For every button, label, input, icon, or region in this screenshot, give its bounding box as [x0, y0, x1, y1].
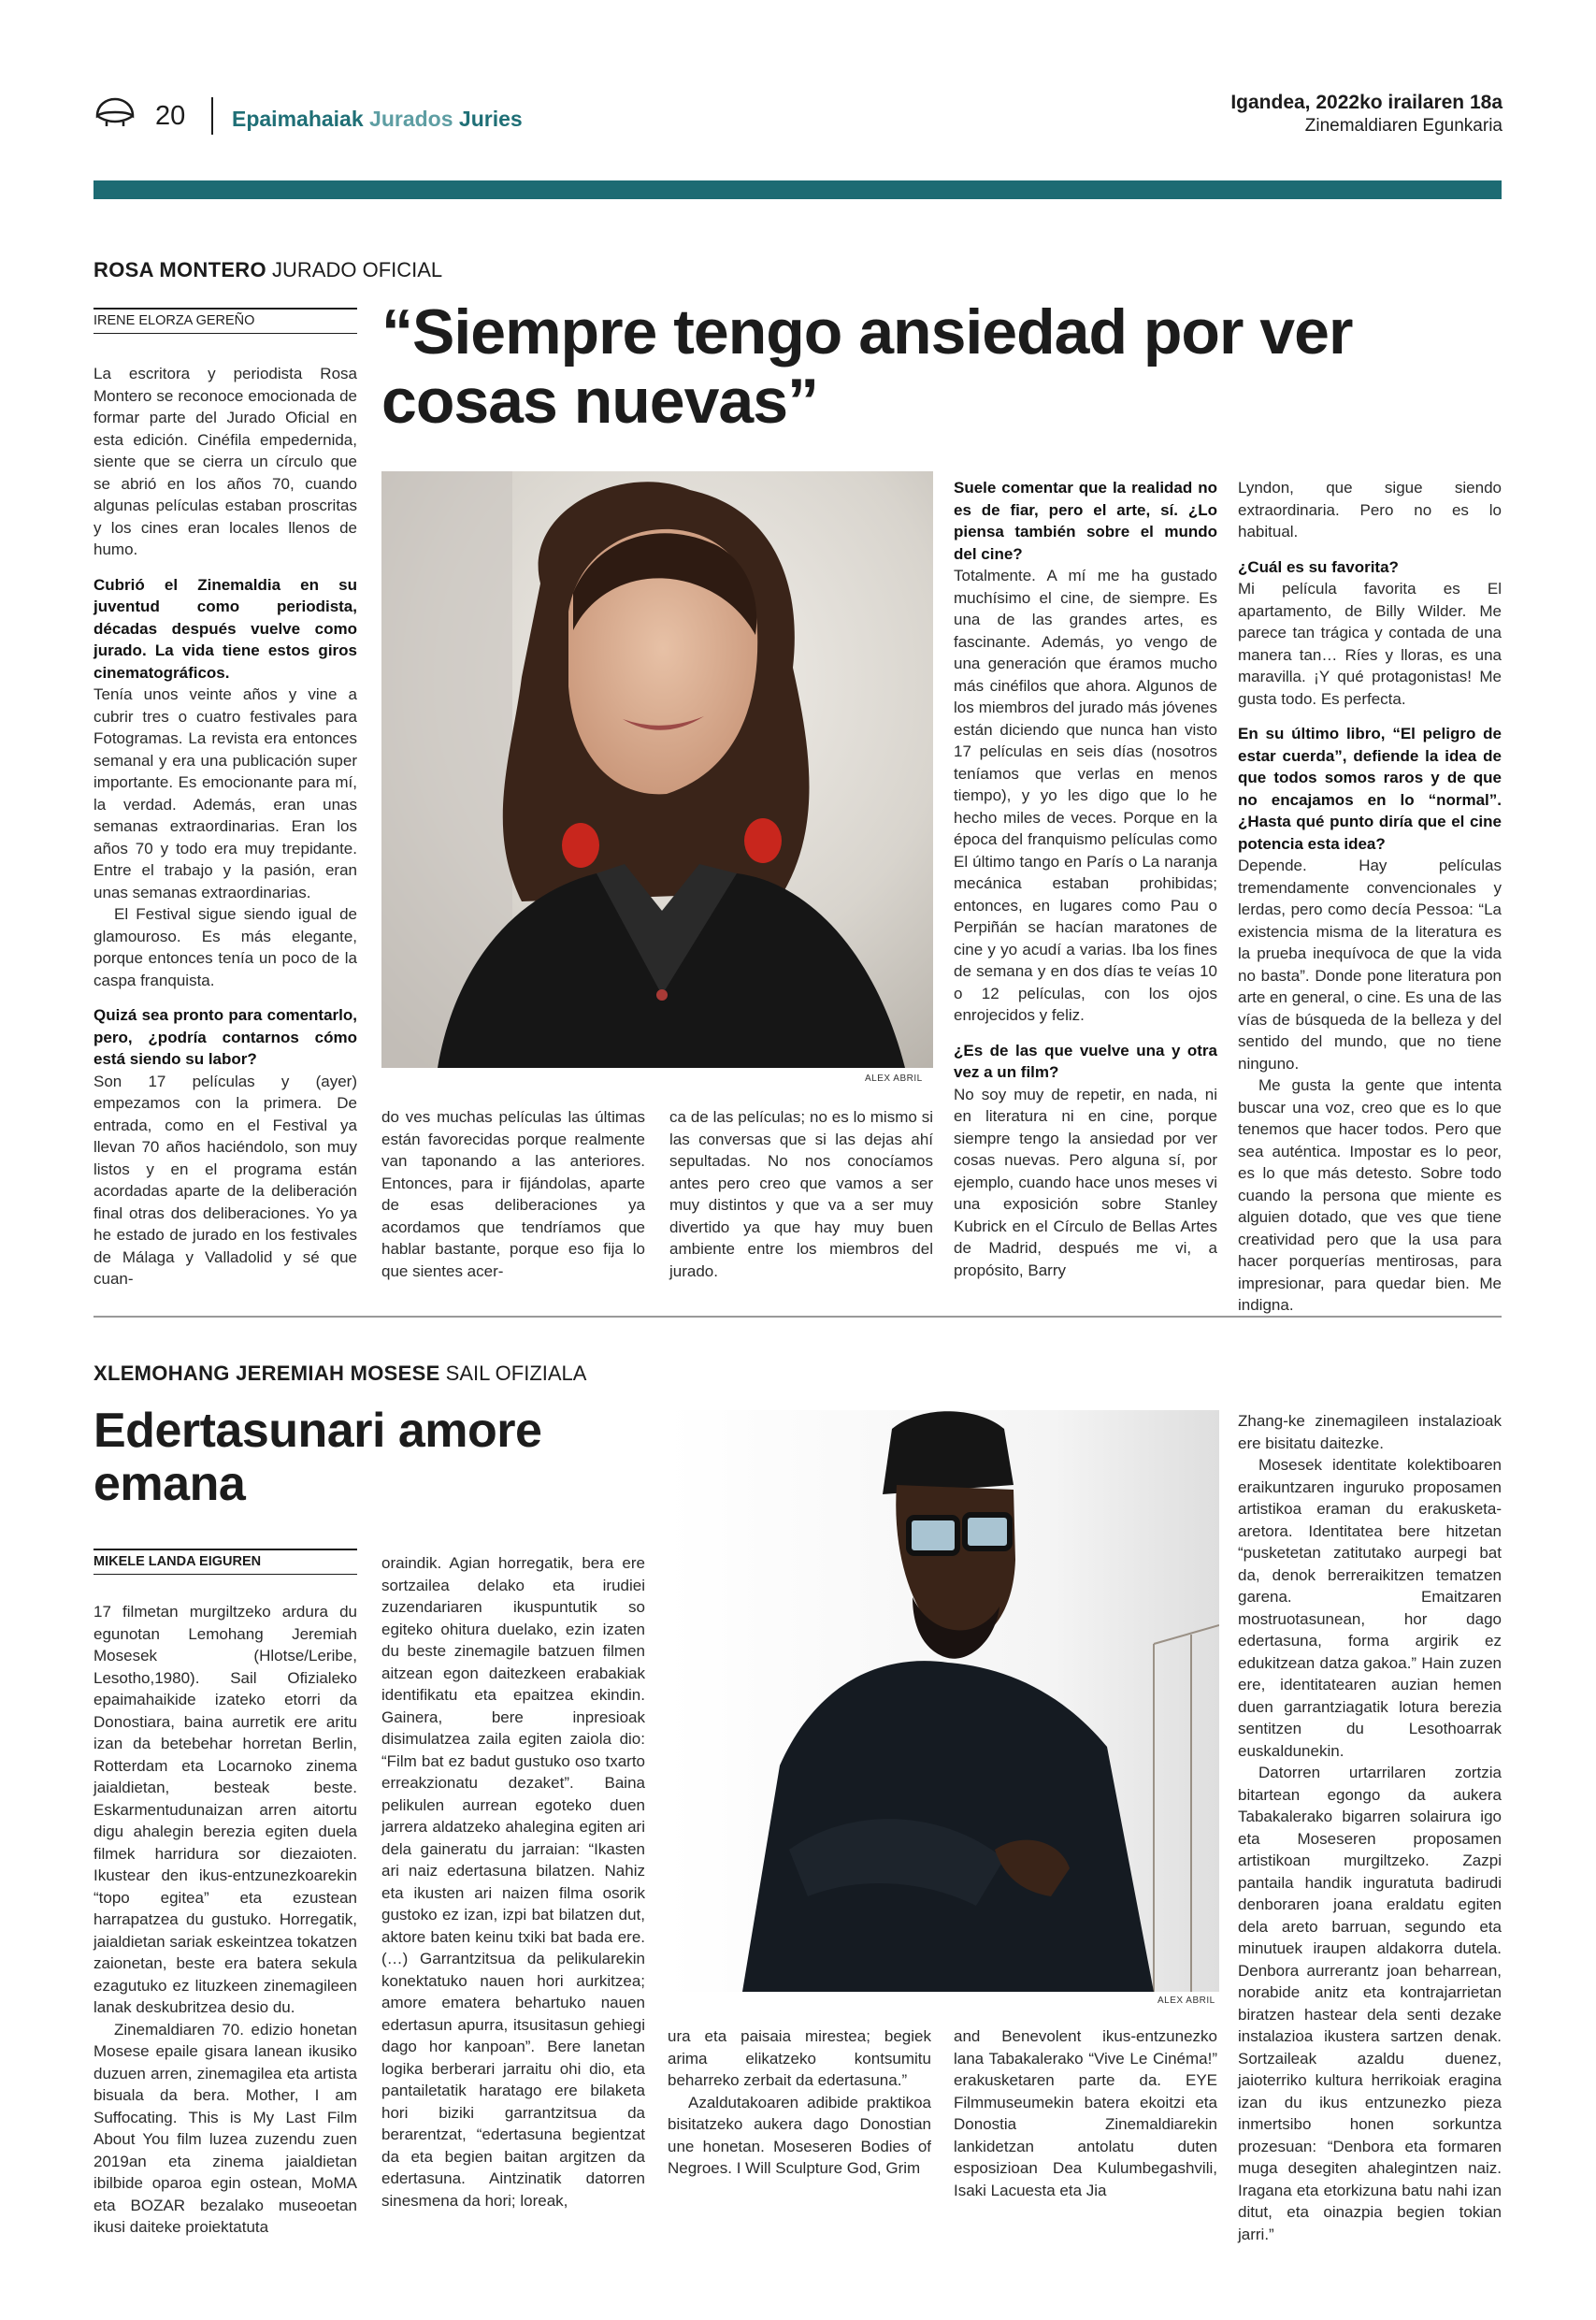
article-divider: [93, 1316, 1502, 1318]
article1-byline: IRENE ELORZA GEREÑO: [93, 308, 357, 334]
body-paragraph: do ves muchas películas las últimas están favorecidas porque realmente van taponando a las anteriores. Entonces, para ir fijándolas, aparte de esas deliberaciones ya acordamos que tendríamos que hablar bastante, porque eso fija lo que sientes acer-: [381, 1108, 645, 1280]
body-paragraph: Mi película favorita es El apartamento, de Billy Wilder. Me parece tan trágica y contada de una manera tan… Ríes y lloras, es una maravilla. ¡Y qué protagonistas! Me gusta todo. Es perfecta.: [1238, 580, 1502, 708]
body-paragraph: Zinemaldiaren 70. edizio honetan Mosese epaile gisara lanean ikusiko duzuen arren, zinemagilea eta artista bisuala da bera. Mother, I am Suffocating. This is My Last Film About You film luzea zuzendu zuen 2019an eta zinema jaialdietan ibilbide oparoa egin ostean, MoMA eta BOZAR bezalako museoetan ikusi daiteke proiektatuta: [93, 2020, 357, 2236]
issue-date: Igandea, 2022ko irailaren 18a: [1230, 92, 1503, 113]
body-paragraph: Datorren urtarrilaren zortzia bitartean egongo da aukera Tabakalerako bigarren solairura igo eta Moseseren proposamen artistikoan murgiltzeko. Zazpi pantaila handik inguratuta badirudi denboraren joana eraldatu egiten dela areto barruan, segundo eta minutuek iraupen aldakorra dutela. Denbora aurrerantz joan beharrean, norabide anitz eta kontrajarrietan biratzen hastear dela senti dezake instalazioa ikustera sartzen denak. Sortzaileak azaldu duenez, jaioterriko kultura herrikoiak eragina izan du ikus entzunezko pieza inmertsibo honen sorkuntza prozesuan: “Denbora eta formaren muga desegiten ahalegintzen naiz. Iragana eta etorkizuna batu nahi izan ditut, eta oinazpia begien tokian jarri.”: [1238, 1764, 1502, 2243]
article2-photo-credit: ALEX ABRIL: [1157, 1996, 1215, 2006]
article2-headline: Edertasunari amore emana: [93, 1404, 542, 1511]
article2-kicker-name: XLEMOHANG JEREMIAH MOSESE: [93, 1362, 440, 1385]
section-title-eu: Epaimahaiak: [232, 107, 364, 131]
section-title: [232, 107, 523, 132]
body-paragraph: Me gusta la gente que intenta buscar una voz, creo que es lo que tenemos que hacer todos. Pero que sea auténtica. Impostar es lo peor, es lo que más detesto. Sobre todo cuando la persona que miente es alguien dotado, que ves que tiene creatividad pero que la usa para hacer porquerías mentirosas, para impresionar, para quedar bien. Me indigna.: [1238, 1076, 1502, 1314]
interview-question: En su último libro, “El peligro de estar cuerda”, defiende la idea de que todos somos raros y de que no encajamos en lo “normal”. ¿Hasta qué punto diría que el cine potencia esta idea?: [1238, 725, 1502, 853]
publication-name: Zinemaldiaren Egunkaria: [1304, 116, 1503, 136]
interview-question: ¿Es de las que vuelve una y otra vez a un film?: [954, 1041, 1217, 1081]
body-paragraph: La escritora y periodista Rosa Montero se reconoce emocionada de formar parte del Jurado Oficial en esta edición. Cinéfila empedernida, siente que se cierra un círculo que se abrió en los años 70, cuando algunas películas estaban proscritas y los cines eran locales llenos de humo.: [93, 365, 357, 558]
article2-column-3: [668, 2025, 931, 2180]
header-divider: [211, 97, 213, 135]
body-paragraph: Son 17 películas y (ayer) empezamos con la primera. De entrada, como en el Festival ya llevan 70 años haciéndolo, son muy listos y en el programa están acordadas aparte de la deliberación final otras dos deliberaciones. Yo ya he estado de jurado en los festivales de Málaga y Valladolid y sé que cuan-: [93, 1072, 357, 1288]
body-paragraph: and Benevolent ikus-entzunezko lana Tabakalerako “Vive Le Cinéma!” erakusketaren parte da. EYE Filmmuseumekin batera ekoitzi eta Donostia Zinemaldiarekin lankidetzan antolatu duten esposizioan Dea Kulumbegashvili, Isaki Lacuesta eta Jia: [954, 2027, 1217, 2199]
body-paragraph: ura eta paisaia miresteа; begiek arima elikatzeko kontsumitu beharreko zerbait da edertasuna.”: [668, 2027, 931, 2089]
article1-photo-credit: ALEX ABRIL: [865, 1074, 923, 1084]
body-paragraph: ca de las películas; no es lo mismo si las conversas que si las dejas ahí sepultadas. No nos conocíamos antes pero creo que vamos a ser muy distintos y que va a ser muy divertido ya que hay muy buen ambiente entre los miembros del jurado.: [669, 1108, 933, 1280]
body-paragraph: Zhang-ke zinemagileen instalazioak ere bisitatu daitezke.: [1238, 1412, 1502, 1452]
article2-column-2: [381, 1552, 645, 2212]
article2-kicker: [93, 1362, 586, 1386]
body-paragraph: No soy muy de repetir, en nada, ni en literatura ni en cine, porque siempre tengo la ansiedad por ver cosas nuevas. Pero alguna sí, por ejemplo, cuando hace unos meses vi una exposición sobre Stanley Kubrick en el Círculo de Bellas Artes de Madrid, después me vi, a propósito, Barry: [954, 1085, 1217, 1279]
body-paragraph: oraindik. Agian horregatik, bera ere sortzailea delako eta irudiei zuzendariaren ikuspuntutik so egiteko ohitura duelako, ezin izaten du beste zinemagile batzuen filmen aitzean egon daitezkeen erabakiak identifikatu eta epaitzea ekindin. Gainera, bere inpresioak disimulatzea zaila egiten zaiola dio: “Film bat ez badut gustuko oso txarto erreakzionatu dezaket”. Baina pelikulen aurrean egoteko duen jarrera aldatzeko ahalegina egiten ari dela gaineratu du jarraian: “Ikasten ari naiz edertasuna bilatzen. Nahiz eta ikusten ari naizen filma osorik gustoko ez izan, izpi bat bilatzen dut, aktore baten keinu txiki bat bada ere. (…) Garrantzitsua da pelikularekin konektatuko nauen hori aurkitzea; amore ematera behartuko nauen edertasun apurra, itsusitasun gehiegi dago hor kanpoan”. Bere lanetan logika berberari jarraitu ohi dio, eta pantailetatik haratago ere bilaketa hori biziki garrantzitsua da berarentzat, “edertasuna begientzat da eta begien baitan argitzen da edertasuna. Aintzinatik datorren sinesmena da hori; loreak,: [381, 1554, 645, 2210]
article2-kicker-role: SAIL OFIZIALA: [445, 1362, 587, 1385]
body-paragraph: Mosesek identitate kolektiboaren eraikuntzaren inguruko proposamen artistikoa eraman du erakusketa-aretora. Identitatea bere hitzetan “pusketetan zatitutako aurpegi bat da, denok berreraikitzen tematzen garena. Emaitzaren mostruotasunean, hor dago edertasuna, forma argirik ez edukitzean datza gakoa.” Hain zuzen ere, identitatearen auzian hemen duen garrantziagatik lotura berezia sentitzen du Lesothoarrak euskaldunekin.: [1238, 1456, 1502, 1760]
article1-column-5: [1238, 477, 1502, 1317]
body-paragraph: Tenía unos veinte años y vine a cubrir tres o cuatro festivales para Fotogramas. La revista era entonces semanal y era una publicación super importante. Es emocionante para mí, la verdad. Además, eran unas semanas extraordinarias. Eran los años 70 y todo era muy trepidante. Entre el trabajo y la pasión, eran unas semanas extraordinarias.: [93, 685, 357, 901]
article2-column-1: [93, 1601, 357, 2239]
body-paragraph: Azaldutakoaren adibide praktikoa bisitatzeko aukera dago Donostian une honetan. Moseseren Bodies of Negroes. I Will Sculpture God, Grim: [668, 2093, 931, 2177]
interview-question: Cubrió el Zinemaldia en su juventud como periodista, décadas después vuelve como jurado. La vida tiene estos giros cinematográficos.: [93, 575, 357, 682]
article1-headline: “Siempre tengo ansiedad por ver cosas nuevas”: [381, 296, 1353, 437]
shell-logo-icon: [93, 97, 137, 129]
body-paragraph: Depende. Hay películas tremendamente convencionales y lerdas, pero como decía Pessoa: “La existencia misma de la literatura es la prueba inequívoca de que la vida no basta”. Donde pone literatura pon arte en general, o cine. Es una de las vías de búsqueda de la belleza y del sentido del mundo, que no tiene ninguno.: [1238, 857, 1502, 1073]
portrait-photo-rosa-montero: [381, 471, 933, 1068]
page-number: 20: [155, 101, 186, 131]
header-color-bar: [93, 180, 1502, 199]
body-paragraph: 17 filmetan murgiltzeko ardura du egunotan Lemohang Jeremiah Mosesek (Hlotse/Leribe, Lesotho,1980). Sail Ofizialeko epaimahaikide izateko etorri da Donostiara, baina aurretik ere aritu izan da betebehar horretan Berlin, Rotterdam eta Locarnoko zinema jaialdietan, besteak beste. Eskarmentudunaizan arren aitortu digu ahalegin berezia egiten duela filmek harridura sor diezaioten. Ikustear den ikus-entzunezkoarekin “topo egitea” eta ezustean harrapatzea du gustuko. Horregatik, jaialdietan sariak eskeintzea tokatzen zaionetan, beste era batera sekula ezagutuko ez lituzkeen zinemagileen lanak deskubritzea desio du.: [93, 1603, 357, 2016]
article2-column-5: [1238, 1410, 1502, 2245]
article2-column-4: [954, 2025, 1217, 2201]
body-paragraph: Lyndon, que sigue siendo extraordinaria. Pero no es lo habitual.: [1238, 479, 1502, 540]
article2-byline: MIKELE LANDA EIGUREN: [93, 1549, 357, 1575]
article1-kicker: [93, 258, 442, 282]
article1-kicker-role: JURADO OFICIAL: [272, 258, 443, 281]
section-title-es: Jurados: [369, 107, 453, 131]
interview-question: Suele comentar que la realidad no es de fiar, pero el arte, sí. ¿Lo piensa también sobre el mundo del cine?: [954, 479, 1217, 563]
section-title-en: Juries: [458, 107, 523, 131]
body-paragraph: Totalmente. A mí me ha gustado muchísimo el cine, de siempre. Es una de las grandes artes, es fascinante. Además, yo vengo de una generación que éramos mucho más cinéfilos que ahora. Algunos de los miembros del jurado más jóvenes están diciendo que nunca han visto 17 películas en seis días (nosotros teníamos que verlas en menos tiempo), y yo les digo que lo he hecho miles de veces. Porque en la época del franquismo películas como El último tango en París o La naranja mecánica estaban prohibidas; entonces, en lugares como Pau o Perpiñán se hacían maratones de cine y yo acudí a varias. Iba los fines de semana y en dos días te veías 10 o 12 películas, con los ojos enrojecidos y feliz.: [954, 567, 1217, 1024]
portrait-photo-jeremiah-mosese: [668, 1410, 1219, 1992]
interview-question: Quizá sea pronto para comentarlo, pero, ¿podría contarnos cómo está siendo su labor?: [93, 1006, 357, 1068]
article1-kicker-name: ROSA MONTERO: [93, 258, 266, 281]
article1-column-4: [954, 477, 1217, 1281]
article1-column-3: [669, 1106, 933, 1282]
interview-question: ¿Cuál es su favorita?: [1238, 557, 1399, 576]
body-paragraph: El Festival sigue siendo igual de glamouroso. Es más elegante, porque entonces tenía un poco de la caspa franquista.: [93, 905, 357, 989]
article1-column-1: [93, 363, 357, 1290]
article1-column-2: [381, 1106, 645, 1282]
